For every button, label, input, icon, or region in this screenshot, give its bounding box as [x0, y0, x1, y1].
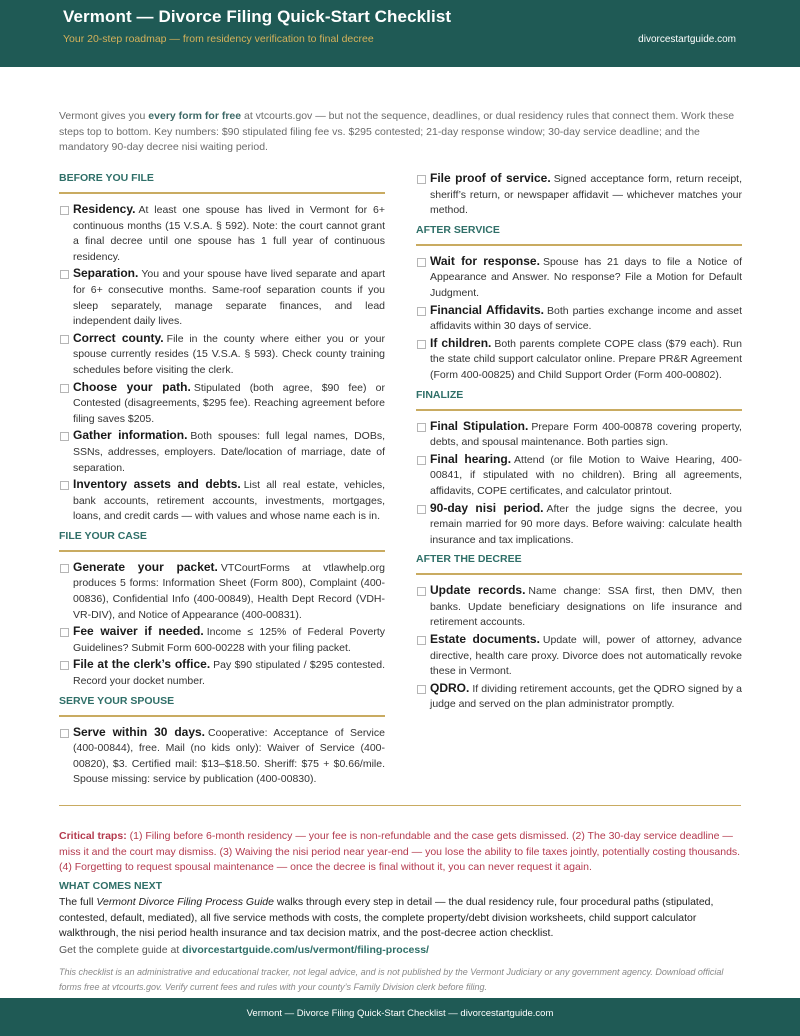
item-text: Cooperative: Acceptance of Service (400-00844), free. Mail (no kids only): Waiver of Service (400-00820), $3. Certified mail: $13–$18.50. Sheriff: $75 + $0.66/mile. Spouse missing: service by publication (400-00830). [73, 726, 385, 786]
checklist-item [59, 428, 385, 476]
whats-next-body [59, 895, 743, 942]
item-title: Fee waiver if needed. [73, 624, 204, 639]
item-title: Generate your packet. [73, 559, 218, 574]
intro-post: at vtcourts.gov — but not the sequence, deadlines, or dual residency rules that connect them. Work these steps top to bottom. Key numbers: $90 stipulated filing fee vs. $295 contested; 21-day response window; 30-day service deadline; and the mandatory 90-day decree nisi waiting period. [59, 110, 735, 153]
item-text: Both parties exchange income and asset affidavits within 30 days of service. [430, 304, 742, 333]
checklist-item [59, 624, 385, 656]
checklist-item [416, 632, 742, 680]
item-title: 90-day nisi period. [430, 500, 544, 515]
checklist-item [416, 254, 742, 302]
item-title: Final hearing. [430, 451, 512, 466]
traps-label: Critical traps: [59, 830, 127, 842]
page-footer [0, 998, 800, 1036]
item-text: List all real estate, vehicles, bank accounts, retirement accounts, investments, mortgages, loans, and credit cards — with values and whose name each is in. [73, 479, 385, 523]
checkbox[interactable] [60, 432, 69, 441]
checkbox[interactable] [417, 587, 426, 596]
checklist-item [59, 202, 385, 265]
whats-next-pre: The full [59, 896, 97, 908]
section-heading: BEFORE YOU FILE [59, 171, 385, 194]
checkbox[interactable] [60, 661, 69, 670]
footer-text: Vermont — Divorce Filing Quick-Start Checklist — divorcestartguide.com [246, 1008, 554, 1019]
guide-link[interactable]: divorcestartguide.com/us/vermont/filing-process/ [182, 944, 429, 956]
checkbox[interactable] [417, 505, 426, 514]
item-text: Spouse has 21 days to file a Notice of Appearance and Answer. No response? File a Motion for Default Judgment. [430, 255, 742, 299]
checkbox[interactable] [417, 456, 426, 465]
traps-text: (1) Filing before 6-month residency — your fee is non-refundable and the case gets dismissed. (2) The 30-day service deadline — miss it and the court may dismiss. (3) Waiving the nisi period near year-end — you lose the ability to file taxes jointly, potentially costing thousands. (4) Forgetting to request spousal maintenance — once the decree is final without it, you can never request it again. [59, 830, 741, 874]
checkbox[interactable] [417, 423, 426, 432]
item-text: File in the county where either you or your spouse currently resides (15 V.S.A. § 593). Check county training schedules before visiting the clerk. [73, 332, 385, 376]
checkbox[interactable] [60, 481, 69, 490]
item-text: VTCourtForms at vtlawhelp.org produces 5 forms: Information Sheet (Form 800), Complaint (400-00836), Confidential Info (400-00849), Health Dept Record (VDH-VR-DIV), and Notice of Appearance (400-00831). [73, 561, 385, 621]
get-guide-line [59, 944, 429, 956]
guide-title: Vermont Divorce Filing Process Guide [96, 896, 274, 908]
section-heading: SERVE YOUR SPOUSE [59, 694, 385, 717]
checkbox[interactable] [60, 335, 69, 344]
section-heading: FINALIZE [416, 388, 742, 411]
checklist-item [59, 725, 385, 788]
section-after-the-decree [416, 552, 742, 713]
item-title: Inventory assets and debts. [73, 477, 241, 492]
section-after-service [416, 223, 742, 384]
item-text: Both parents complete COPE class ($79 each). Run the state child support calculator online. Prepare PR&R Agreement (Form 400-00825) and Child Support Order (Form 400-00802). [430, 337, 742, 381]
item-text: After the judge signs the decree, you remain married for 90 more days. Before waiving: calculate health insurance and tax implications. [430, 502, 742, 546]
checkbox[interactable] [417, 258, 426, 267]
checklist-item [59, 266, 385, 329]
item-title: Estate documents. [430, 632, 540, 647]
checklist-item [416, 419, 742, 451]
item-title: QDRO. [430, 680, 470, 695]
page-title: Vermont — Divorce Filing Quick-Start Checklist [63, 7, 452, 26]
checklist-item [416, 303, 742, 335]
get-guide-cta: Get the complete guide at [59, 944, 183, 956]
section-heading: AFTER SERVICE [416, 223, 742, 246]
checklist-item [59, 560, 385, 623]
checklist-item [416, 171, 742, 219]
section-finalize [416, 388, 742, 549]
checklist-item [416, 452, 742, 500]
section-serve-your-spouse [59, 694, 385, 788]
section-file-your-case [59, 529, 385, 690]
whats-next-heading: WHAT COMES NEXT [59, 880, 163, 892]
item-text: Stipulated (both agree, $90 fee) or Contested (disagreements, $295 fee). Reaching agreement before filing saves $205. [73, 381, 385, 425]
item-text: You and your spouse have lived separate and apart for 6+ consecutive months. Same-roof separation counts if you sleep separately, manage separate finances, and lead independent daily lives. [73, 268, 385, 328]
checkbox[interactable] [417, 307, 426, 316]
item-text: If dividing retirement accounts, get the QDRO signed by a judge and served on the plan administrator promptly. [430, 682, 742, 711]
section-divider [59, 805, 741, 806]
item-text: Pay $90 stipulated / $295 contested. Record your docket number. [73, 659, 385, 688]
intro-paragraph [59, 109, 741, 156]
section-serve-continued [416, 171, 742, 219]
header-site: divorcestartguide.com [638, 34, 736, 45]
checkbox[interactable] [60, 384, 69, 393]
checkbox[interactable] [60, 729, 69, 738]
item-title: Gather information. [73, 428, 188, 443]
item-title: Correct county. [73, 330, 164, 345]
checklist-item [416, 501, 742, 549]
left-column [59, 171, 385, 792]
checkbox[interactable] [417, 340, 426, 349]
item-text: Signed acceptance form, return receipt, sheriff’s return, or newspaper affidavit — whichever matches your method. [430, 173, 742, 217]
checkbox[interactable] [417, 175, 426, 184]
item-title: File at the clerk’s office. [73, 657, 211, 672]
checkbox[interactable] [60, 564, 69, 573]
checklist-item [416, 583, 742, 631]
page-subtitle: Your 20-step roadmap — from residency verification to final decree [63, 33, 374, 45]
item-text: At least one spouse has lived in Vermont for 6+ continuous months (15 V.S.A. § 592). Note: the court cannot grant a final decree until one spouse has 1 full year of continuous residency. [73, 204, 385, 263]
checklist-item [416, 336, 742, 384]
checklist-item [59, 657, 385, 689]
checkbox[interactable] [60, 206, 69, 215]
item-title: Separation. [73, 266, 139, 281]
item-title: Choose your path. [73, 379, 191, 394]
intro-bold: every form for free [148, 110, 242, 122]
checklist-item [416, 681, 742, 713]
page-header [0, 0, 800, 67]
checklist-item [59, 331, 385, 379]
critical-traps [59, 829, 743, 876]
item-title: Final Stipulation. [430, 418, 529, 433]
item-text: Attend (or file Motion to Waive Hearing, 400-00841, if stipulated with no children). Bring all agreements, affidavits, COPE certificates, and calculator printout. [430, 453, 743, 497]
item-text: Income ≤ 125% of Federal Poverty Guidelines? Submit Form 600-00228 with your filing packet. [73, 626, 386, 654]
item-text: Both spouses: full legal names, DOBs, SSNs, addresses, employers. Date/location of marriage, date of separation. [73, 430, 385, 474]
section-before-you-file [59, 171, 385, 525]
checklist-item [59, 380, 385, 428]
checkbox[interactable] [417, 636, 426, 645]
item-title: Serve within 30 days. [73, 724, 206, 739]
item-title: Update records. [430, 583, 526, 598]
item-text: Name change: SSA first, then DMV, then banks. Update beneficiary designations on life insurance and retirement accounts. [430, 585, 742, 629]
item-title: File proof of service. [430, 171, 551, 185]
item-title: Wait for response. [430, 253, 540, 268]
item-title: If children. [430, 335, 492, 350]
item-title: Financial Affidavits. [430, 302, 544, 317]
item-text: Prepare Form 400-00878 covering property, debts, and spousal maintenance. Both parties sign. [430, 420, 742, 449]
section-heading: FILE YOUR CASE [59, 529, 385, 552]
intro-pre: Vermont gives you [59, 110, 149, 122]
checklist-item [59, 477, 385, 525]
item-title: Residency. [73, 202, 136, 216]
checkbox[interactable] [60, 270, 69, 279]
disclaimer: This checklist is an administrative and educational tracker, not legal advice, and is not published by the Vermont Judiciary or any government agency. Download official forms free at vtcourts.gov. Verify current fees and rules with your county’s Family Division clerk before filing. [59, 967, 724, 992]
whats-next-post: walks through every step in detail — the dual residency rule, four procedural paths (stipulated, contested, default, mediated), all five service methods with costs, the complete property/debt division worksheets, child support calculator walkthrough, the nisi period health insurance and tax decision matrix, and the post-decree action checklist. [59, 896, 714, 939]
right-column [416, 171, 742, 717]
item-text: Update will, power of attorney, advance directive, health care proxy. Divorce does not automatically revoke these in Vermont. [430, 634, 742, 678]
checkbox[interactable] [60, 628, 69, 637]
section-heading: AFTER THE DECREE [416, 552, 742, 575]
checkbox[interactable] [417, 685, 426, 694]
